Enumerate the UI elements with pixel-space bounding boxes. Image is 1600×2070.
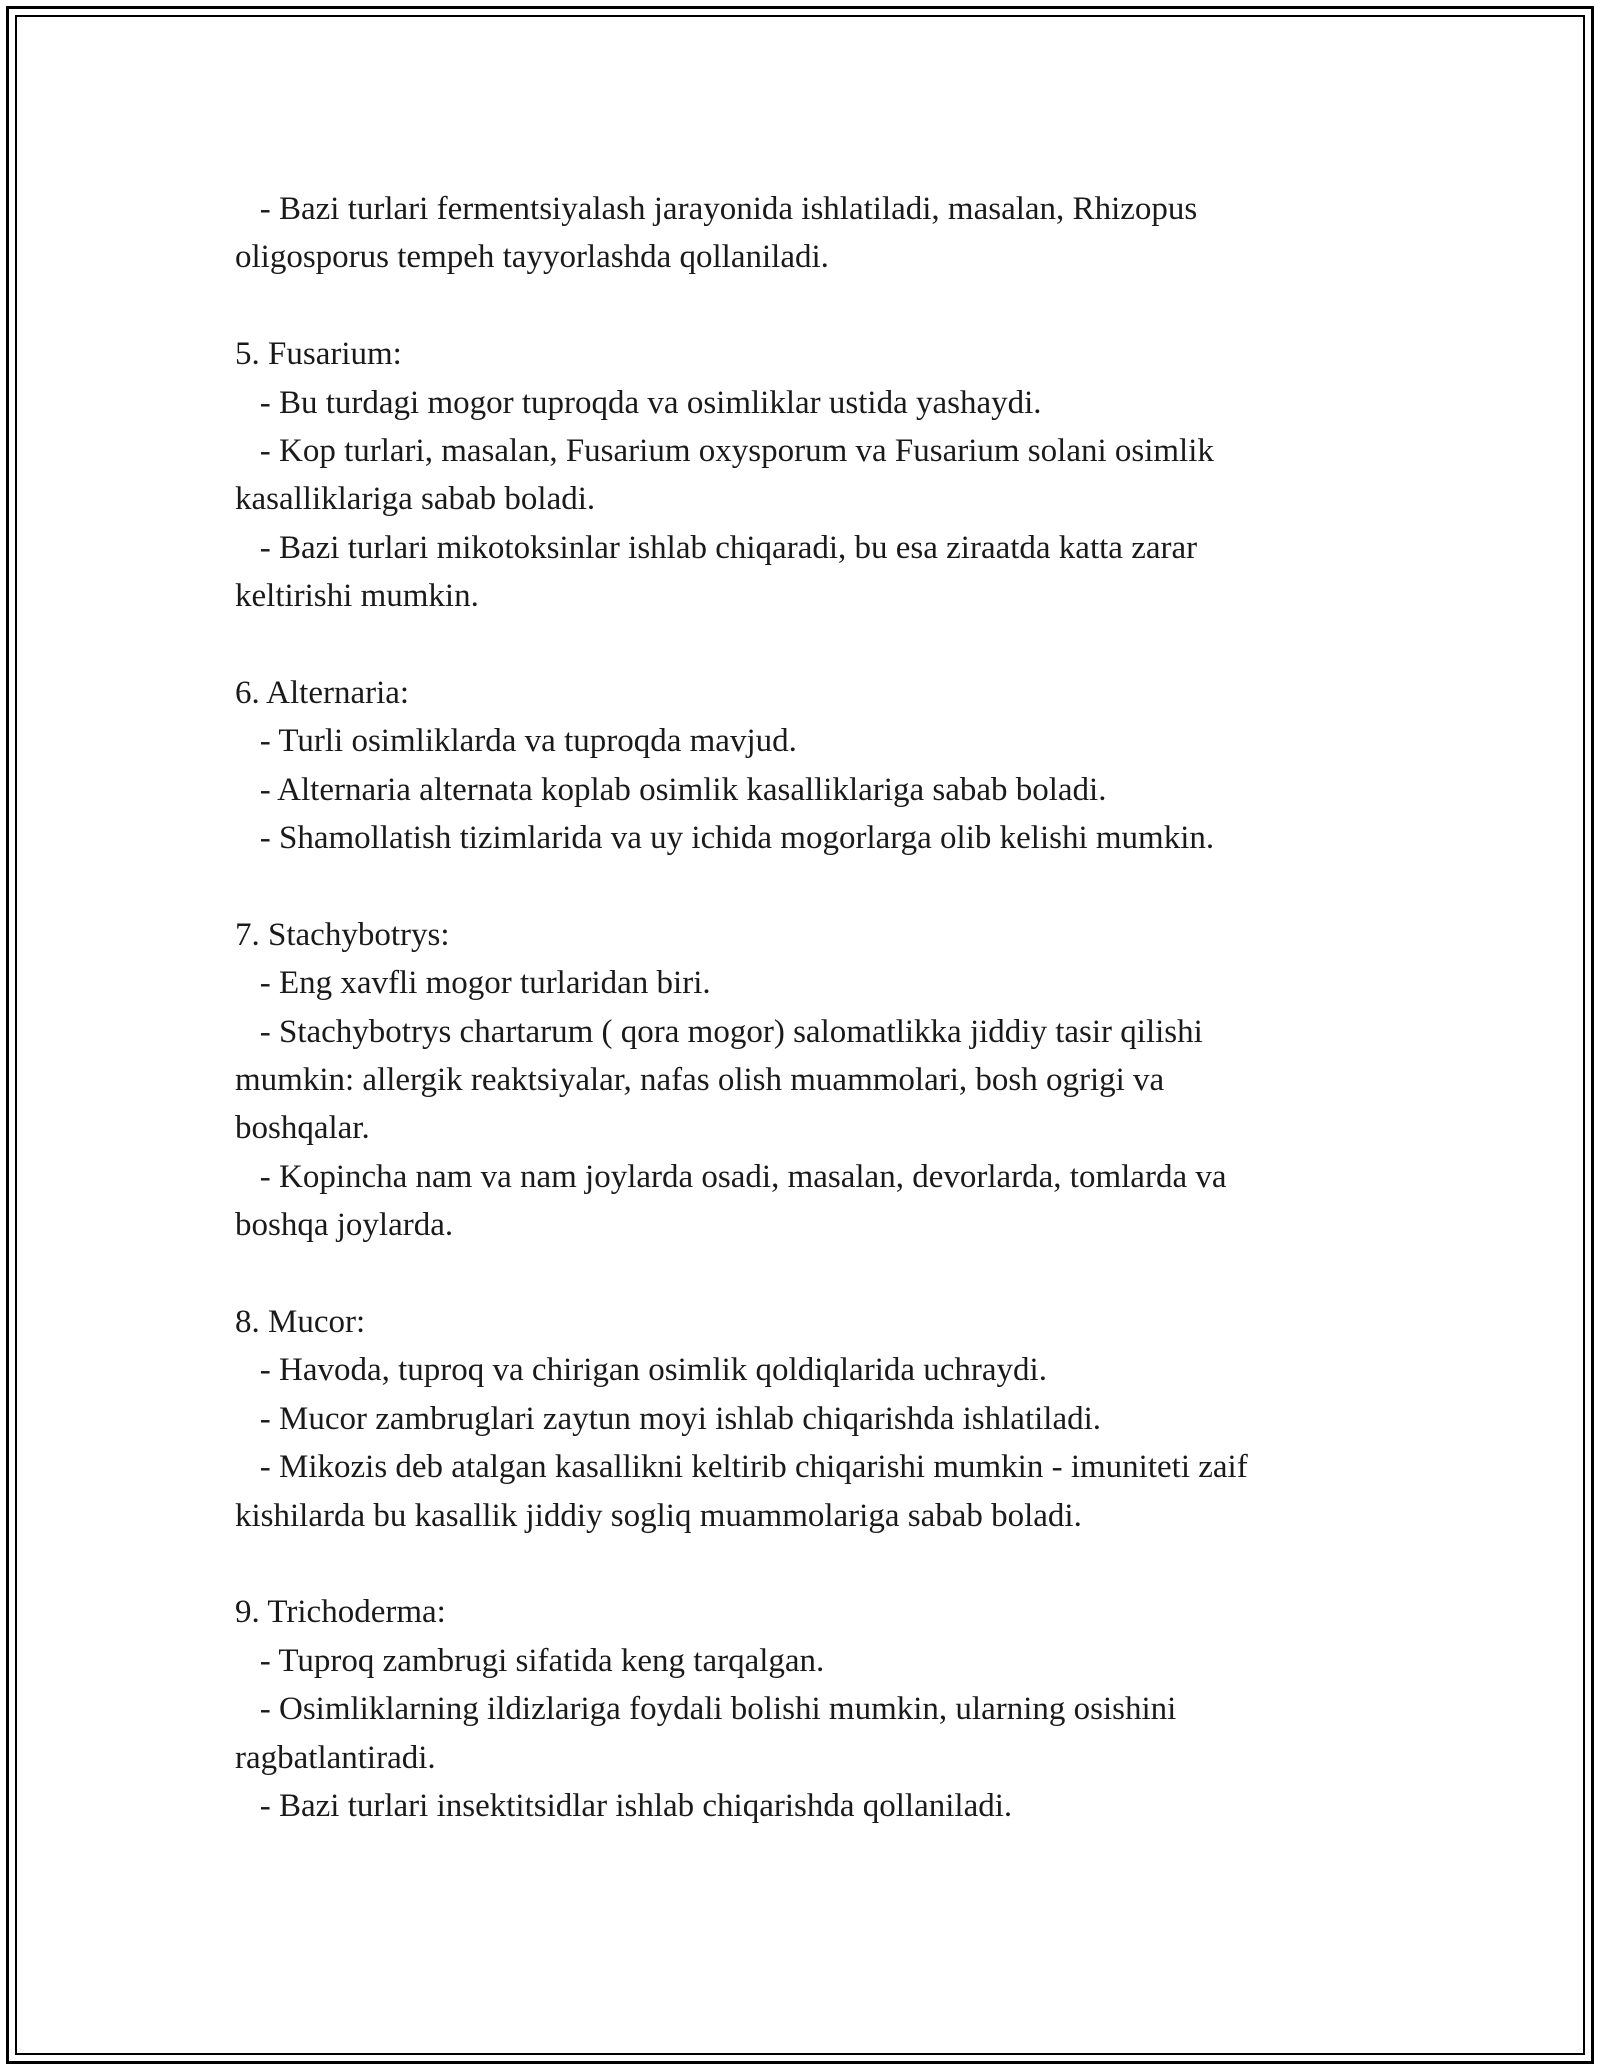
text-line: - Mucor zambruglari zaytun moyi ishlab chiqarishda ishlatiladi. <box>235 1400 1102 1437</box>
text-line: - Bazi turlari insektitsidlar ishlab chiqarishda qollaniladi. <box>235 1787 1013 1824</box>
text-line: - Kop turlari, masalan, Fusarium oxysporum va Fusarium solani osimlik <box>235 432 1214 469</box>
text-line: - Kopincha nam va nam joylarda osadi, masalan, devorlarda, tomlarda va <box>235 1158 1227 1195</box>
section-heading: 7. Stachybotrys: <box>235 916 450 953</box>
text-line: ragbatlantiradi. <box>235 1739 436 1776</box>
blank-line <box>235 1250 1395 1298</box>
text-line: oligosporus tempeh tayyorlashda qollaniladi. <box>235 239 829 276</box>
section-heading: 6. Alternaria: <box>235 674 410 711</box>
text-line: boshqalar. <box>235 1110 370 1147</box>
text-line: - Tuproq zambrugi sifatida keng tarqalgan. <box>235 1642 825 1679</box>
text-line: - Turli osimliklarda va tuproqda mavjud. <box>235 723 797 760</box>
text-line: mumkin: allergik reaktsiyalar, nafas olish muammolari, bosh ogrigi va <box>235 1062 1165 1099</box>
text-line: - Bu turdagi mogor tuproqda va osimliklar ustida yashaydi. <box>235 384 1042 421</box>
document-body <box>235 185 1395 1830</box>
text-line: boshqa joylarda. <box>235 1207 454 1244</box>
section-heading: 5. Fusarium: <box>235 336 402 373</box>
blank-line <box>235 1540 1395 1588</box>
blank-line <box>235 282 1395 330</box>
text-line: - Stachybotrys chartarum ( qora mogor) salomatlikka jiddiy tasir qilishi <box>235 1013 1203 1050</box>
text-line: - Havoda, tuproq va chirigan osimlik qoldiqlarida uchraydi. <box>235 1352 1047 1389</box>
text-line: kishilarda bu kasallik jiddiy sogliq muammolariga sabab boladi. <box>235 1497 1082 1534</box>
text-line: - Shamollatish tizimlarida va uy ichida mogorlarga olib kelishi mumkin. <box>235 820 1215 857</box>
text-line: - Bazi turlari mikotoksinlar ishlab chiqaradi, bu esa ziraatda katta zarar <box>235 529 1198 566</box>
text-line: - Eng xavfli mogor turlaridan biri. <box>235 965 711 1002</box>
text-line: keltirishi mumkin. <box>235 578 479 615</box>
text-line: - Alternaria alternata koplab osimlik kasalliklariga sabab boladi. <box>235 771 1107 808</box>
blank-line <box>235 621 1395 669</box>
blank-line <box>235 862 1395 910</box>
text-line: - Mikozis deb atalgan kasallikni keltirib chiqarishi mumkin - imuniteti zaif <box>235 1449 1248 1486</box>
text-line: kasalliklariga sabab boladi. <box>235 481 596 518</box>
section-heading: 8. Mucor: <box>235 1303 366 1340</box>
section-heading: 9. Trichoderma: <box>235 1594 446 1631</box>
text-line: - Osimliklarning ildizlariga foydali bolishi mumkin, ularning osishini <box>235 1691 1177 1728</box>
text-line: - Bazi turlari fermentsiyalash jarayonida ishlatiladi, masalan, Rhizopus <box>235 191 1198 227</box>
